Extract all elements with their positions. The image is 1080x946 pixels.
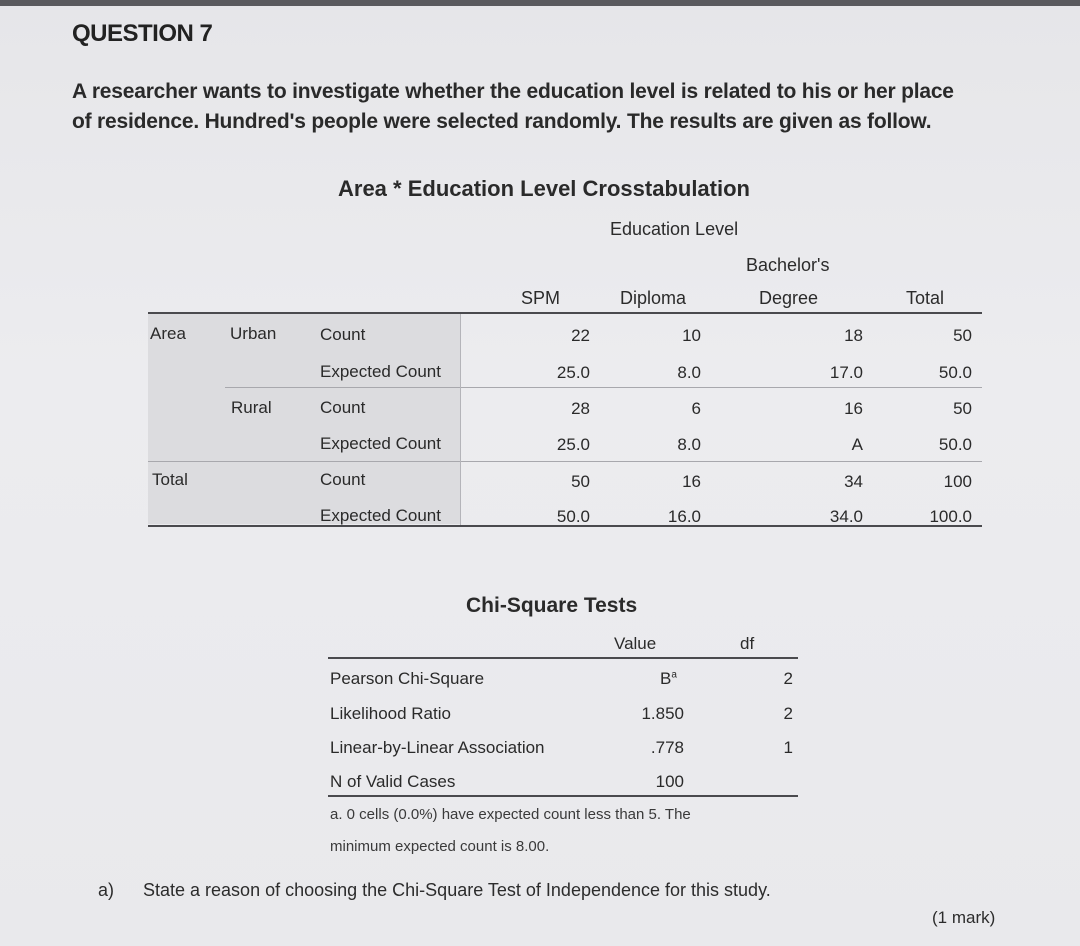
chi-row-pearson: Pearson Chi-Square — [330, 669, 485, 688]
label-expected-urban: Expected Count — [320, 362, 441, 381]
chi-value-pearson: $B^a$ — [660, 669, 677, 688]
chi-value-linear: .778 — [650, 738, 684, 757]
part-a-question: State a reason of choosing the Chi-Square Test of Independence for this study. — [143, 880, 771, 900]
part-a-marks: (1 mark) — [932, 908, 996, 927]
cell-total-exp-spm: 50.0 — [556, 507, 590, 526]
urban-rural-divider — [225, 387, 982, 388]
crosstab-title: Area * Education Level Crosstabulation — [338, 176, 750, 201]
col-spm: SPM — [521, 288, 561, 308]
cell-total-count-bachelor: 34 — [844, 472, 863, 491]
cell-rural-exp-diploma: 8.0 — [677, 435, 701, 454]
cell-rural-count-diploma: 6 — [691, 399, 701, 418]
education-level-header: Education Level — [610, 219, 739, 239]
cell-total-exp-total: 100.0 — [929, 507, 972, 526]
label-count-total: Count — [320, 470, 366, 489]
label-count-rural: Count — [320, 398, 366, 417]
footnote-marker: a — [671, 669, 677, 681]
cell-urban-exp-diploma: 8.0 — [677, 363, 701, 382]
cell-rural-exp-bachelor: A — [851, 435, 863, 454]
cell-total-count-total: 100 — [943, 472, 972, 491]
row-label-shade — [148, 314, 460, 524]
row-area: Area — [150, 324, 186, 343]
top-border — [0, 0, 1080, 6]
area-total-divider — [148, 461, 982, 462]
cell-total-exp-diploma: 16.0 — [667, 507, 701, 526]
footnote-line-2: minimum expected count is 8.00. — [330, 838, 550, 855]
col-df: df — [740, 634, 755, 653]
intro-line-1: A researcher wants to investigate whether the education level is related to his or her place — [72, 80, 954, 103]
col-bachelor-line2: Degree — [759, 288, 819, 308]
cell-urban-count-total: 50 — [953, 326, 972, 345]
cell-urban-exp-bachelor: 17.0 — [829, 363, 863, 382]
cell-urban-exp-total: 50.0 — [938, 363, 972, 382]
chisquare-bottom-rule — [328, 795, 798, 797]
chisquare-title: Chi-Square Tests — [466, 594, 638, 617]
chi-df-likelihood: 2 — [783, 704, 793, 723]
footnote-line-1: a. 0 cells (0.0%) have expected count less than 5. The — [330, 806, 691, 823]
cell-urban-count-spm: 22 — [571, 326, 590, 345]
row-total: Total — [152, 470, 188, 489]
col-value: Value — [614, 634, 657, 653]
cell-rural-exp-spm: 25.0 — [556, 435, 590, 454]
chi-df-pearson: 2 — [783, 669, 793, 688]
cell-rural-count-spm: 28 — [571, 399, 590, 418]
chi-row-likelihood: Likelihood Ratio — [330, 704, 451, 723]
chi-value-likelihood: 1.850 — [641, 704, 684, 723]
cell-rural-count-total: 50 — [953, 399, 972, 418]
chi-value-nvalid: 100 — [655, 772, 684, 791]
chisquare-top-rule — [328, 657, 798, 659]
part-a-marker: a) — [98, 880, 115, 900]
cell-total-count-diploma: 16 — [682, 472, 701, 491]
chi-row-linear: Linear-by-Linear Association — [330, 738, 545, 757]
row-urban: Urban — [230, 324, 277, 343]
col-bachelor-line1: Bachelor's — [746, 255, 830, 275]
label-expected-rural: Expected Count — [320, 434, 441, 453]
label-data-divider — [460, 314, 461, 525]
cell-rural-exp-total: 50.0 — [938, 435, 972, 454]
intro-line-2: of residence. Hundred's people were selected randomly. The results are given as follow. — [72, 110, 932, 133]
chi-row-nvalid: N of Valid Cases — [330, 772, 456, 791]
crosstab-top-rule — [148, 312, 982, 314]
col-total: Total — [906, 288, 945, 308]
chi-df-linear: 1 — [783, 738, 793, 757]
col-diploma: Diploma — [620, 288, 687, 308]
row-rural: Rural — [231, 398, 272, 417]
cell-total-exp-bachelor: 34.0 — [829, 507, 863, 526]
cell-rural-count-bachelor: 16 — [844, 399, 863, 418]
cell-urban-count-diploma: 10 — [682, 326, 701, 345]
label-expected-total: Expected Count — [320, 506, 441, 525]
cell-urban-exp-spm: 25.0 — [556, 363, 590, 382]
question-title: QUESTION 7 — [72, 20, 213, 47]
cell-urban-count-bachelor: 18 — [844, 326, 863, 345]
label-count-urban: Count — [320, 325, 366, 344]
cell-total-count-spm: 50 — [571, 472, 590, 491]
